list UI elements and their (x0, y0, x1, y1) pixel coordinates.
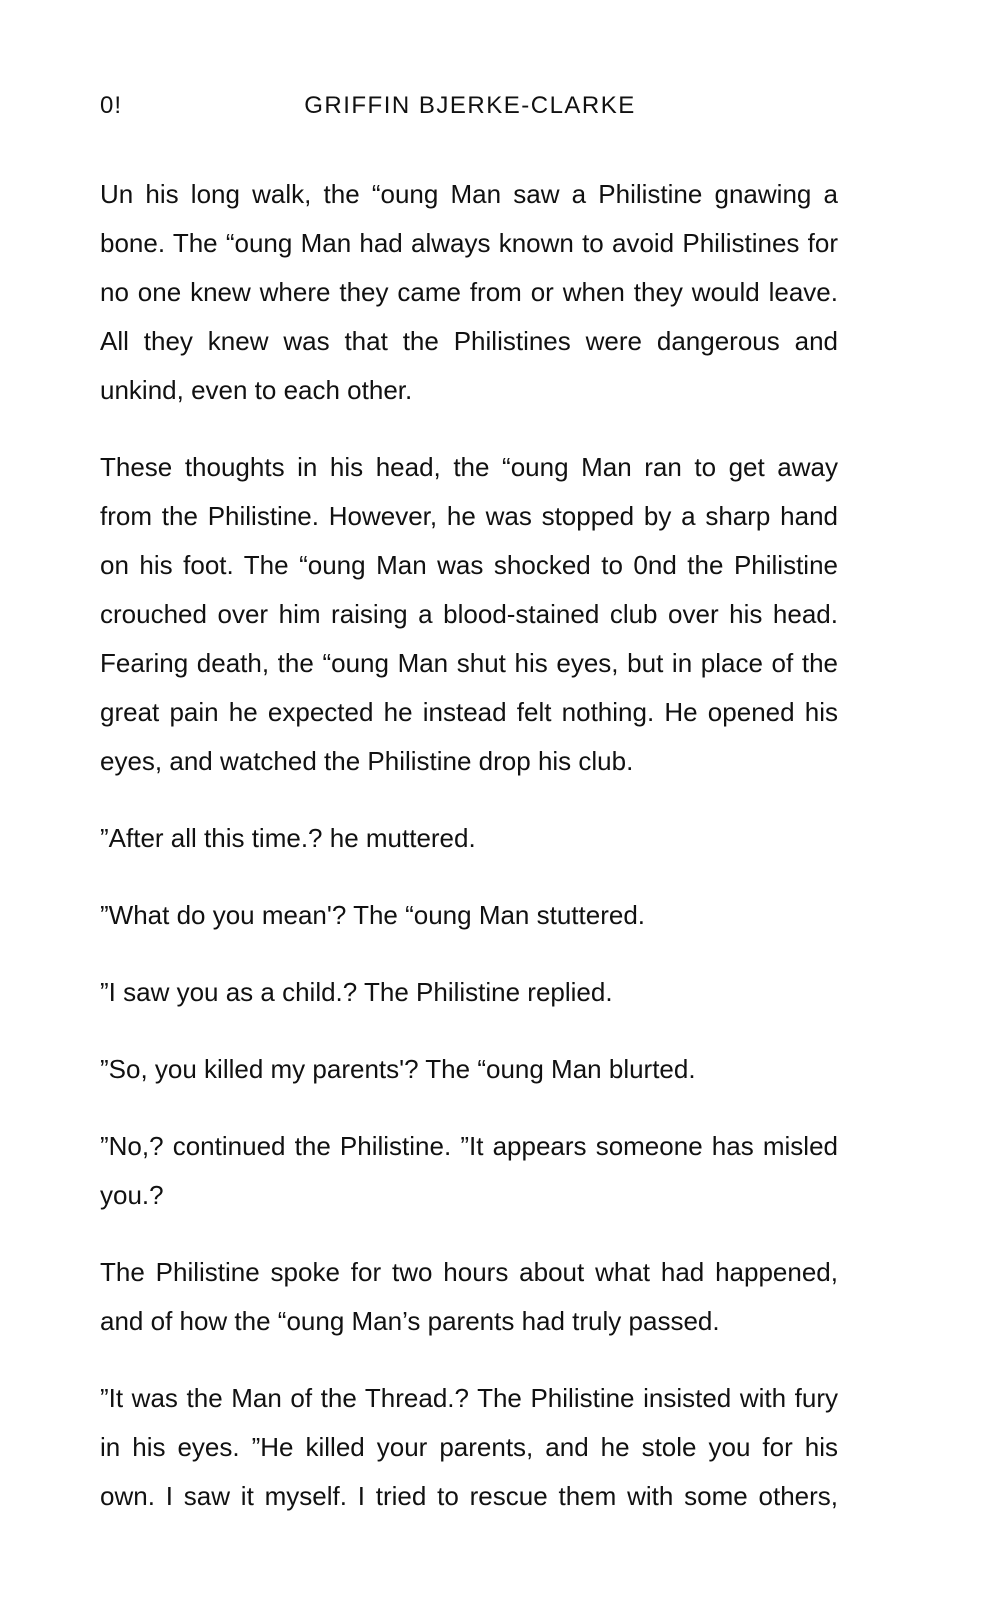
body-text (100, 170, 838, 1521)
paragraph: These thoughts in his head, the “oung Man ran to get away from the Philistine. However, he was stopped by a sharp hand on his foot. The “oung Man was shocked to 0nd the Philistine crouched over him raising a blood-stained club over his head. Fearing death, the “oung Man shut his eyes, but in place of the great pain he expected he instead felt nothing. He opened his eyes, and watched the Philistine drop his club. (100, 452, 838, 776)
page-header (100, 92, 840, 122)
running-title: GRIFFIN BJERKE-CLARKE (304, 92, 636, 119)
paragraph: The Philistine spoke for two hours about what had happened, and of how the “oung Man’s parents had truly passed. (100, 1257, 838, 1336)
paragraph: ”It was the Man of the Thread.? The Philistine insisted with fury in his eyes. ”He killed your parents, and he stole you for his own. I saw it myself. I tried to rescue them with some others, (100, 1383, 838, 1511)
page-number: 0! (100, 92, 123, 119)
paragraph: Un his long walk, the “oung Man saw a Philistine gnawing a bone. The “oung Man had always known to avoid Philistines for no one knew where they came from or when they would leave. All they knew was that the Philistines were dangerous and unkind, even to each other. (100, 179, 838, 405)
paragraph: ”No,? continued the Philistine. ”It appears someone has misled you.? (100, 1131, 838, 1210)
paragraph: ”After all this time.? he muttered. (100, 823, 476, 853)
paragraph: ”So, you killed my parents'? The “oung Man blurted. (100, 1054, 696, 1084)
paragraph: ”What do you mean'? The “oung Man stuttered. (100, 900, 646, 930)
paragraph: ”I saw you as a child.? The Philistine replied. (100, 977, 613, 1007)
